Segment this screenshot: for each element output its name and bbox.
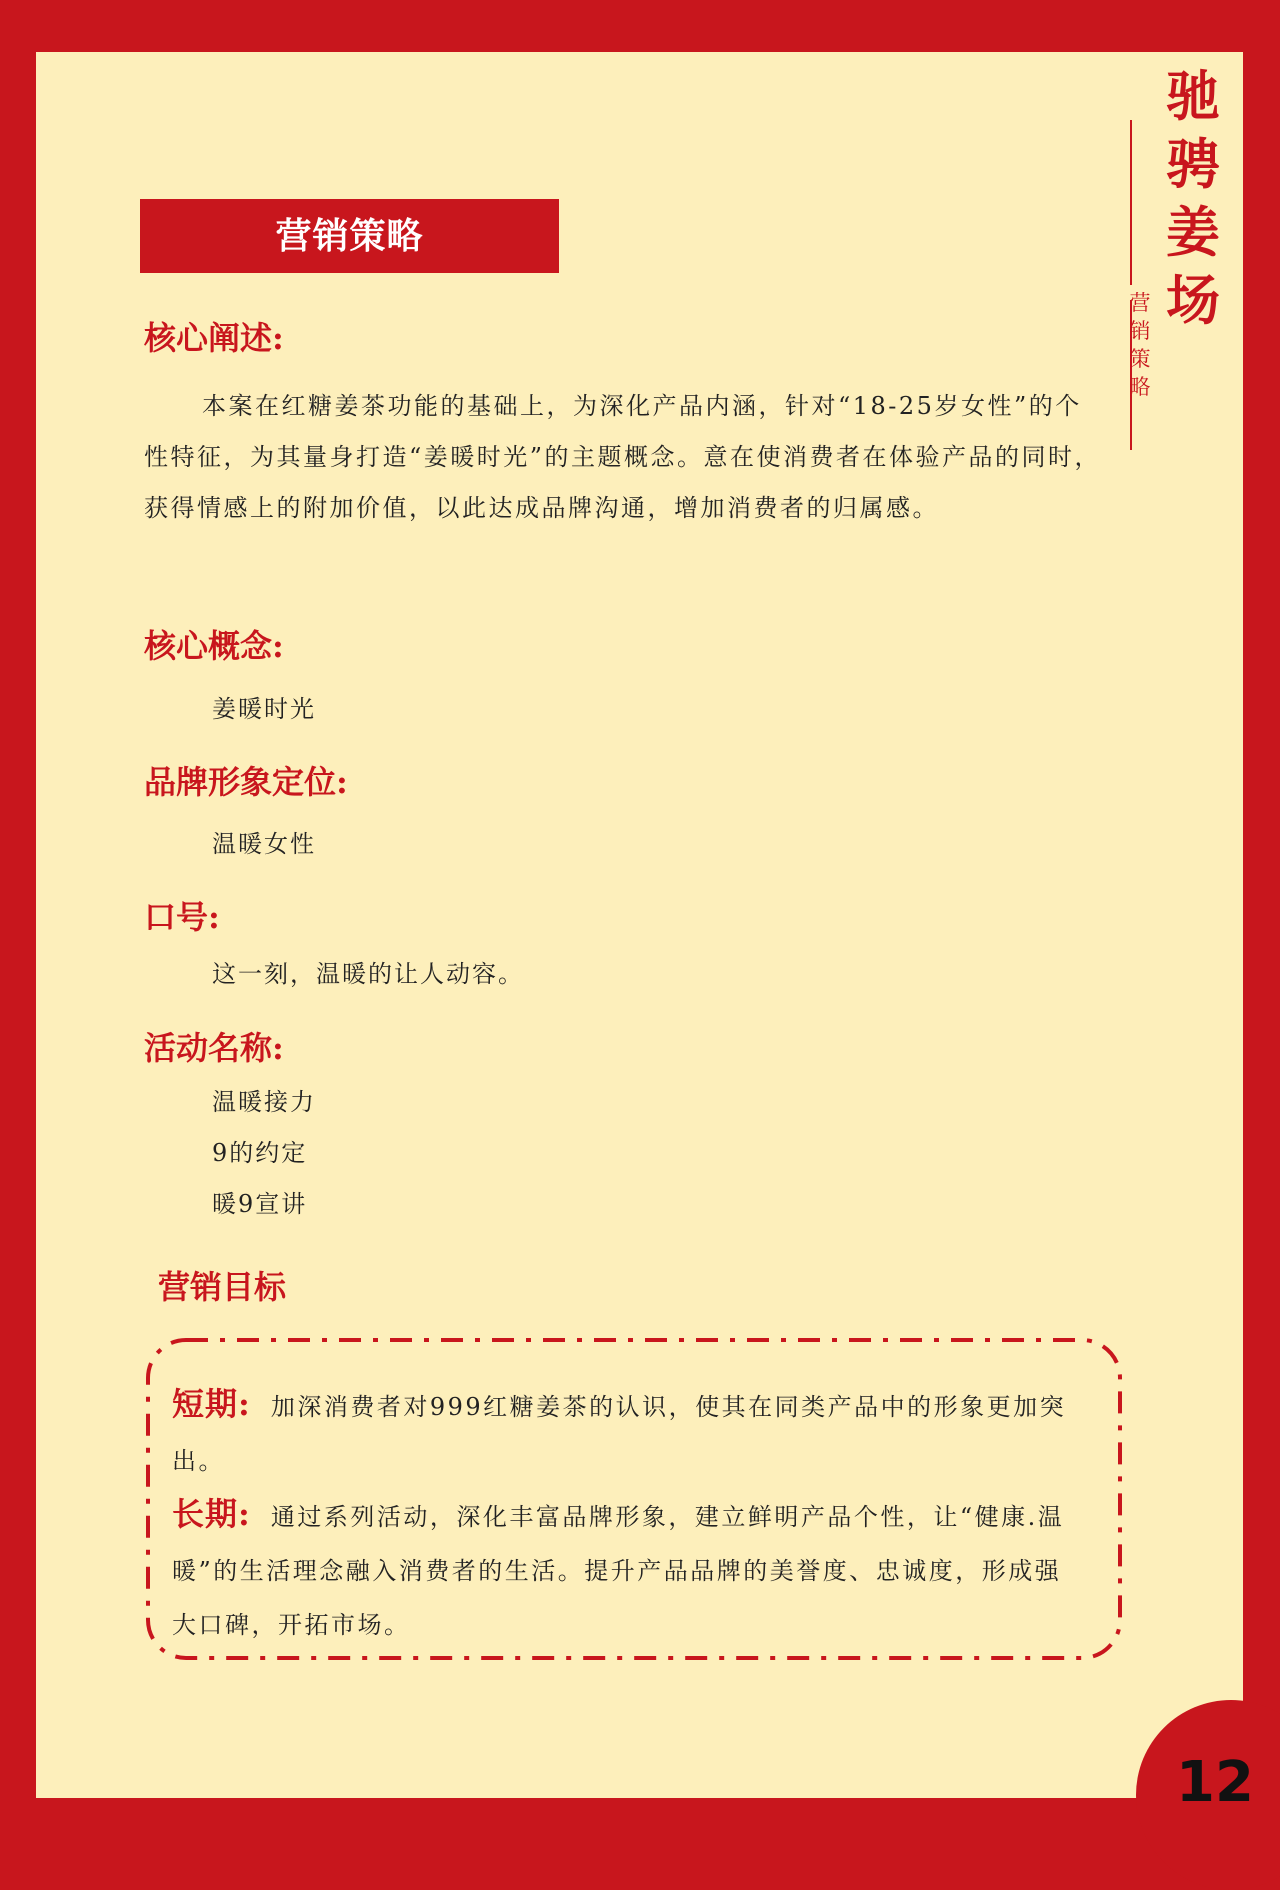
brand-char: 骋 — [1166, 132, 1220, 196]
short-term-label: 短期: — [172, 1385, 251, 1423]
activities-heading: 活动名称: — [144, 1029, 284, 1067]
core-statement-text: 本案在红糖姜茶功能的基础上，为深化产品内涵，针对“18-25岁女性”的个性特征，为其量身打造“姜暖时光”的主题概念。意在使消费者在体验产品的同时，获得情感上的附加价值，以此达成品牌沟通，增加消费者的归属感。 — [144, 392, 1102, 522]
page-title-banner: 营销策略 — [140, 199, 559, 273]
long-term-goal — [172, 1487, 1072, 1652]
long-term-label: 长期: — [172, 1495, 251, 1533]
core-concept-value: 姜暖时光 — [212, 695, 316, 723]
marketing-goals-title: 营销目标 — [158, 1268, 287, 1306]
brand-position-heading: 品牌形象定位: — [144, 763, 348, 801]
core-statement-heading: 核心阐述: — [144, 319, 284, 357]
long-term-text: 通过系列活动，深化丰富品牌形象，建立鲜明产品个性，让“健康.温暖”的生活理念融入消费者的生活。提升产品品牌的美誉度、忠诚度，形成强大口碑，开拓市场。 — [172, 1503, 1065, 1639]
short-term-text: 加深消费者对999红糖姜茶的认识，使其在同类产品中的形象更加突出。 — [172, 1393, 1067, 1475]
brand-subtitle-char: 略 — [1129, 375, 1151, 399]
brand-divider-top — [1130, 120, 1132, 285]
core-concept-heading: 核心概念: — [144, 627, 284, 665]
activity-item: 温暖接力 — [212, 1088, 316, 1116]
slogan-value: 这一刻，温暖的让人动容。 — [212, 960, 524, 988]
brand-subtitle-char: 策 — [1129, 347, 1151, 371]
brand-subtitle-char: 销 — [1129, 319, 1151, 343]
activity-item: 暖9宣讲 — [212, 1190, 308, 1218]
brand-subtitle-char: 营 — [1129, 291, 1151, 315]
short-term-goal — [172, 1377, 1072, 1488]
brand-char: 驰 — [1166, 64, 1220, 128]
brand-char: 场 — [1166, 268, 1220, 332]
slogan-heading: 口号: — [144, 898, 220, 936]
activity-item: 9的约定 — [212, 1139, 308, 1167]
brand-char: 姜 — [1166, 200, 1220, 264]
page-number: 12 — [1176, 1750, 1254, 1815]
brand-position-value: 温暖女性 — [212, 830, 316, 858]
